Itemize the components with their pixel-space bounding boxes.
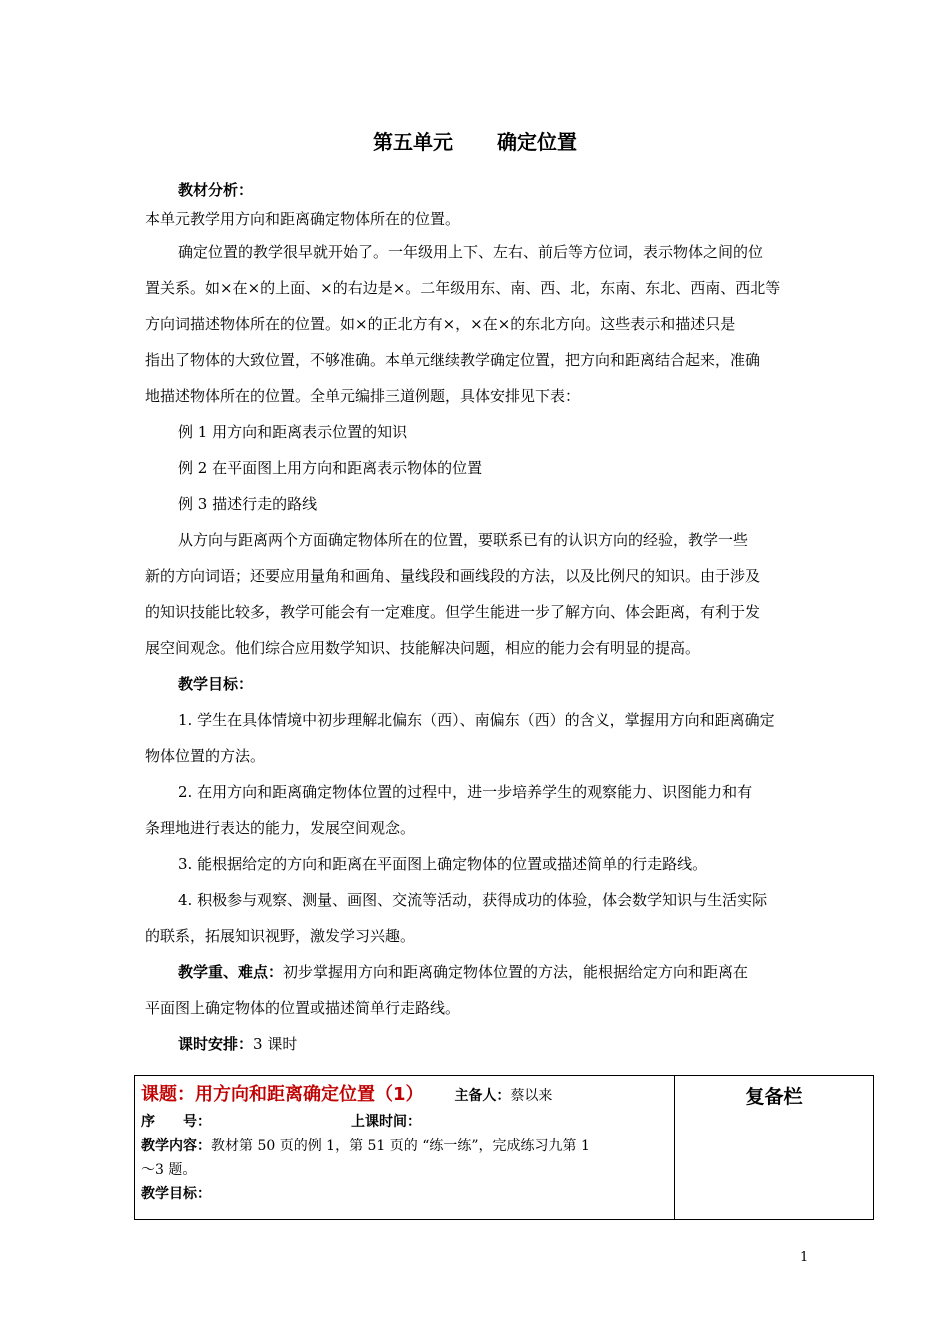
goal-item-2-line: 2. 在用方向和距离确定物体位置的过程中，进一步培养学生的观察能力、识图能力和有 [178,783,753,801]
unit-topic: 确定位置 [497,130,577,154]
schedule [145,1026,805,1062]
analysis-para2-line: 新的方向词语；还要应用量角和画角、量线段和画线段的方法，以及比例尺的知识。由于涉及 [145,567,761,585]
example-item: 例 2 在平面图上用方向和距离表示物体的位置 [178,459,483,477]
review-label: 复备栏 [745,1086,803,1108]
lesson-seq-row [141,1110,668,1134]
content-line2: ～3 题。 [141,1162,197,1178]
lesson-table [134,1075,874,1220]
content-label: 教学内容： [141,1138,211,1154]
schedule-value: 3 课时 [253,1035,298,1053]
preparer-name: 蔡以来 [510,1088,553,1104]
analysis-para2-line: 展空间观念。他们综合应用数学知识、技能解决问题，相应的能力会有明显的提高。 [145,639,701,657]
analysis-para1-line: 指出了物体的大致位置，不够准确。本单元继续教学确定位置，把方向和距离结合起来，准确 [145,351,761,369]
example-item: 例 3 描述行走的路线 [178,495,318,513]
lesson-topic-row [141,1080,668,1110]
analysis-para1-line: 方向词描述物体所在的位置。如×的正北方有×，×在×的东北方向。这些表示和描述只是 [145,315,736,333]
schedule-heading: 课时安排： [178,1035,254,1053]
key-points [145,954,805,990]
lesson-topic: 课题：用方向和距离确定位置（1） [141,1084,424,1105]
preparer-label: 主备人： [454,1088,511,1104]
review-cell [675,1076,873,1219]
analysis-para2-line: 的知识技能比较多，教学可能会有一定难度。但学生能进一步了解方向、体会距离，有利于发 [145,603,761,621]
key-points-line2: 平面图上确定物体的位置或描述简单行走路线。 [145,999,461,1017]
analysis-heading: 教材分析： [178,181,254,199]
page-title [0,126,950,155]
goal-item-2-line: 条理地进行表达的能力，发展空间观念。 [145,819,416,837]
goal-item-4-line: 的联系，拓展知识视野，激发学习兴趣。 [145,927,416,945]
analysis-para1-line: 置关系。如×在×的上面、×的右边是×。二年级用东、南、西、北，东南、东北、西南、西北等 [145,279,781,297]
key-points-heading: 教学重、难点： [178,963,284,981]
unit-label: 第五单元 [373,130,453,154]
page-number: 1 [800,1250,809,1265]
content-line1: 教材第 50 页的例 1，第 51 页的 “练一练”，完成练习九第 1 [211,1138,590,1154]
lesson-content-row [141,1134,668,1158]
goal-item-1-line: 1. 学生在具体情境中初步理解北偏东（西）、南偏东（西）的含义，掌握用方向和距离确定 [178,711,775,729]
goal-item-4-line: 4. 积极参与观察、测量、画图、交流等活动，获得成功的体验，体会数学知识与生活实际 [178,891,768,909]
lesson-goal-label: 教学目标： [141,1186,211,1202]
analysis-intro: 本单元教学用方向和距离确定物体所在的位置。 [145,210,461,228]
document-body [145,176,805,1062]
goals-heading: 教学目标： [178,675,254,693]
goal-item-1-line: 物体位置的方法。 [145,747,266,765]
analysis-para2-line: 从方向与距离两个方面确定物体所在的位置，要联系已有的认识方向的经验，教学一些 [178,531,749,549]
time-label: 上课时间： [351,1114,421,1130]
analysis-para1-line: 地描述物体所在的位置。全单元编排三道例题，具体安排见下表： [145,387,581,405]
goal-item-3-line: 3. 能根据给定的方向和距离在平面图上确定物体的位置或描述简单的行走路线。 [178,855,708,873]
seq-label: 序 号： [141,1114,211,1130]
lesson-info-cell [135,1076,675,1219]
key-points-line1: 初步掌握用方向和距离确定物体位置的方法，能根据给定方向和距离在 [283,963,749,981]
example-item: 例 1 用方向和距离表示位置的知识 [178,423,408,441]
analysis-para1-line: 确定位置的教学很早就开始了。一年级用上下、左右、前后等方位词，表示物体之间的位 [178,243,764,261]
